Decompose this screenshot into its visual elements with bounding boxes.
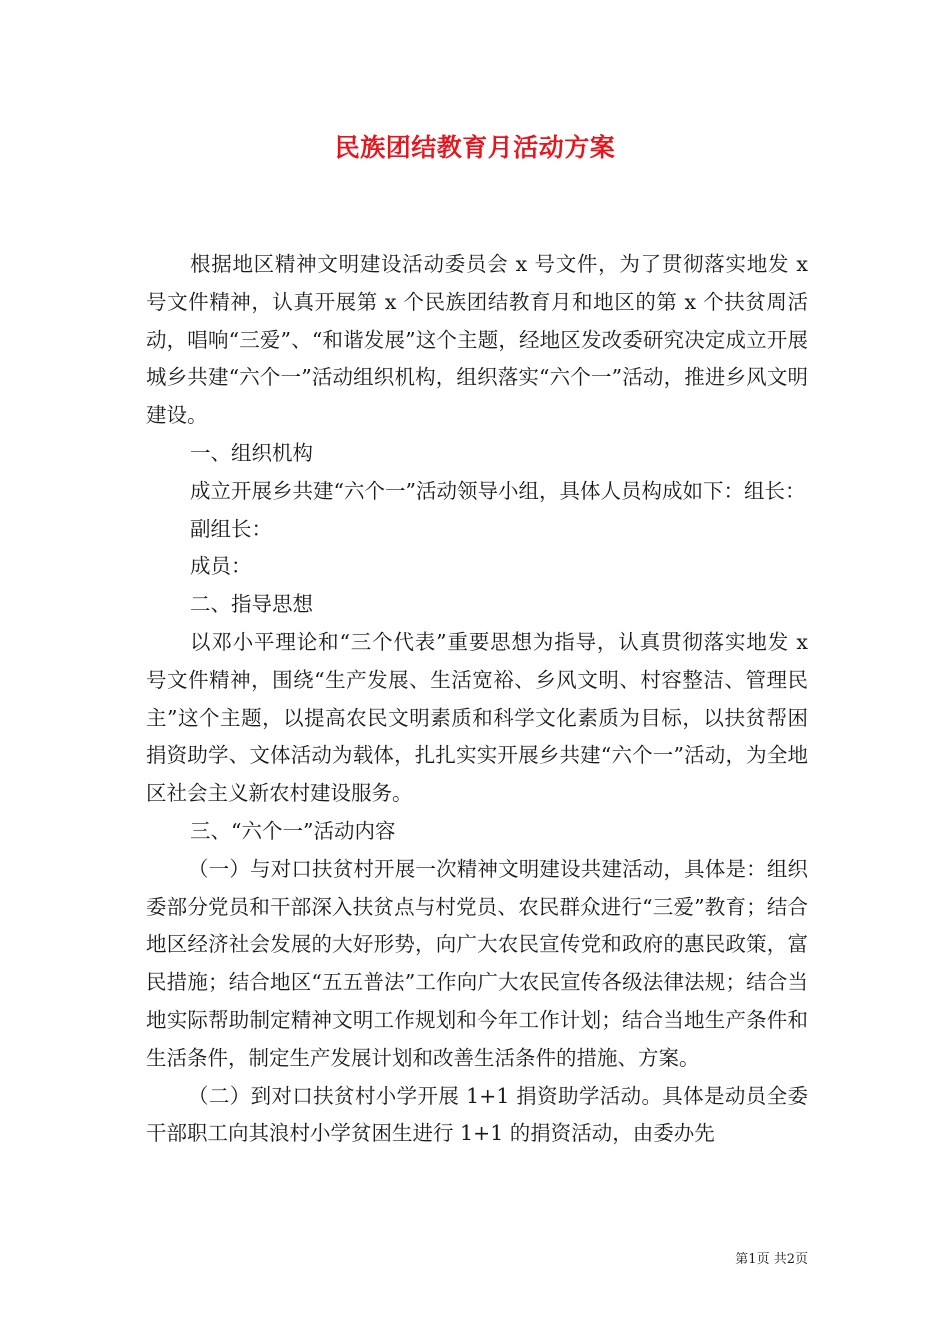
label-members: 成员：	[190, 554, 252, 579]
paragraph-activity-two: （二）到对口扶贫村小学开展 1+1 捐资助学活动。具体是动员全委干部职工向其浪村小学贫困生进行 1+1 的捐资活动，由委办先	[146, 1083, 808, 1146]
label-deputy-leader: 副组长：	[190, 516, 272, 541]
page-footer	[0, 1248, 808, 1267]
footer-current-page: 1	[748, 1252, 757, 1267]
paragraph-activity-one: （一）与对口扶贫村开展一次精神文明建设共建活动，具体是：组织委部分党员和干部深入扶贫点与村党员、农民群众进行“三爱”教育；结合地区经济社会发展的大好形势，向广大农民宣传党和政府的惠民政策，富民措施；结合地区“五五普法”工作向广大农民宣传各级法律法规；结合当地实际帮助制定精神文明工作规划和今年工作计划；结合当地生产条件和生活条件，制定生产发展计划和改善生活条件的措施、方案。	[146, 856, 808, 1070]
footer-prefix: 第	[735, 1252, 749, 1267]
document-title: 民族团结教育月活动方案	[334, 133, 616, 162]
heading-guiding-thought: 二、指导思想	[190, 592, 313, 617]
footer-middle: 页 共	[756, 1252, 787, 1267]
paragraph-leadership-group: 成立开展乡共建“六个一”活动领导小组，具体人员构成如下：组长：	[190, 478, 806, 503]
document-body	[146, 246, 808, 1153]
paragraph-guiding-thought: 以邓小平理论和“三个代表”重要思想为指导，认真贯彻落实地发 x 号文件精神，围绕“生产发展、生活宽裕、乡风文明、村容整洁、管理民主”这个主题，以提高农民文明素质和科学文化素质为目标，以扶贫帮困捐资助学、文体活动为载体，扎扎实实开展乡共建“六个一”活动，为全地区社会主义新农村建设服务。	[146, 629, 808, 806]
footer-total-pages: 2	[786, 1252, 795, 1267]
paragraph-intro: 根据地区精神文明建设活动委员会 x 号文件，为了贯彻落实地发 x 号文件精神，认真开展第 x 个民族团结教育月和地区的第 x 个扶贫周活动，唱响“三爱”、“和谐发展”这个主题，经地区发改委研究决定成立开展城乡共建“六个一”活动组织机构，组织落实“六个一”活动，推进乡风文明建设。	[146, 252, 808, 428]
heading-activity-content: 三、“六个一”活动内容	[190, 818, 396, 843]
heading-organization: 一、组织机构	[190, 440, 313, 465]
footer-suffix: 页	[794, 1252, 808, 1267]
